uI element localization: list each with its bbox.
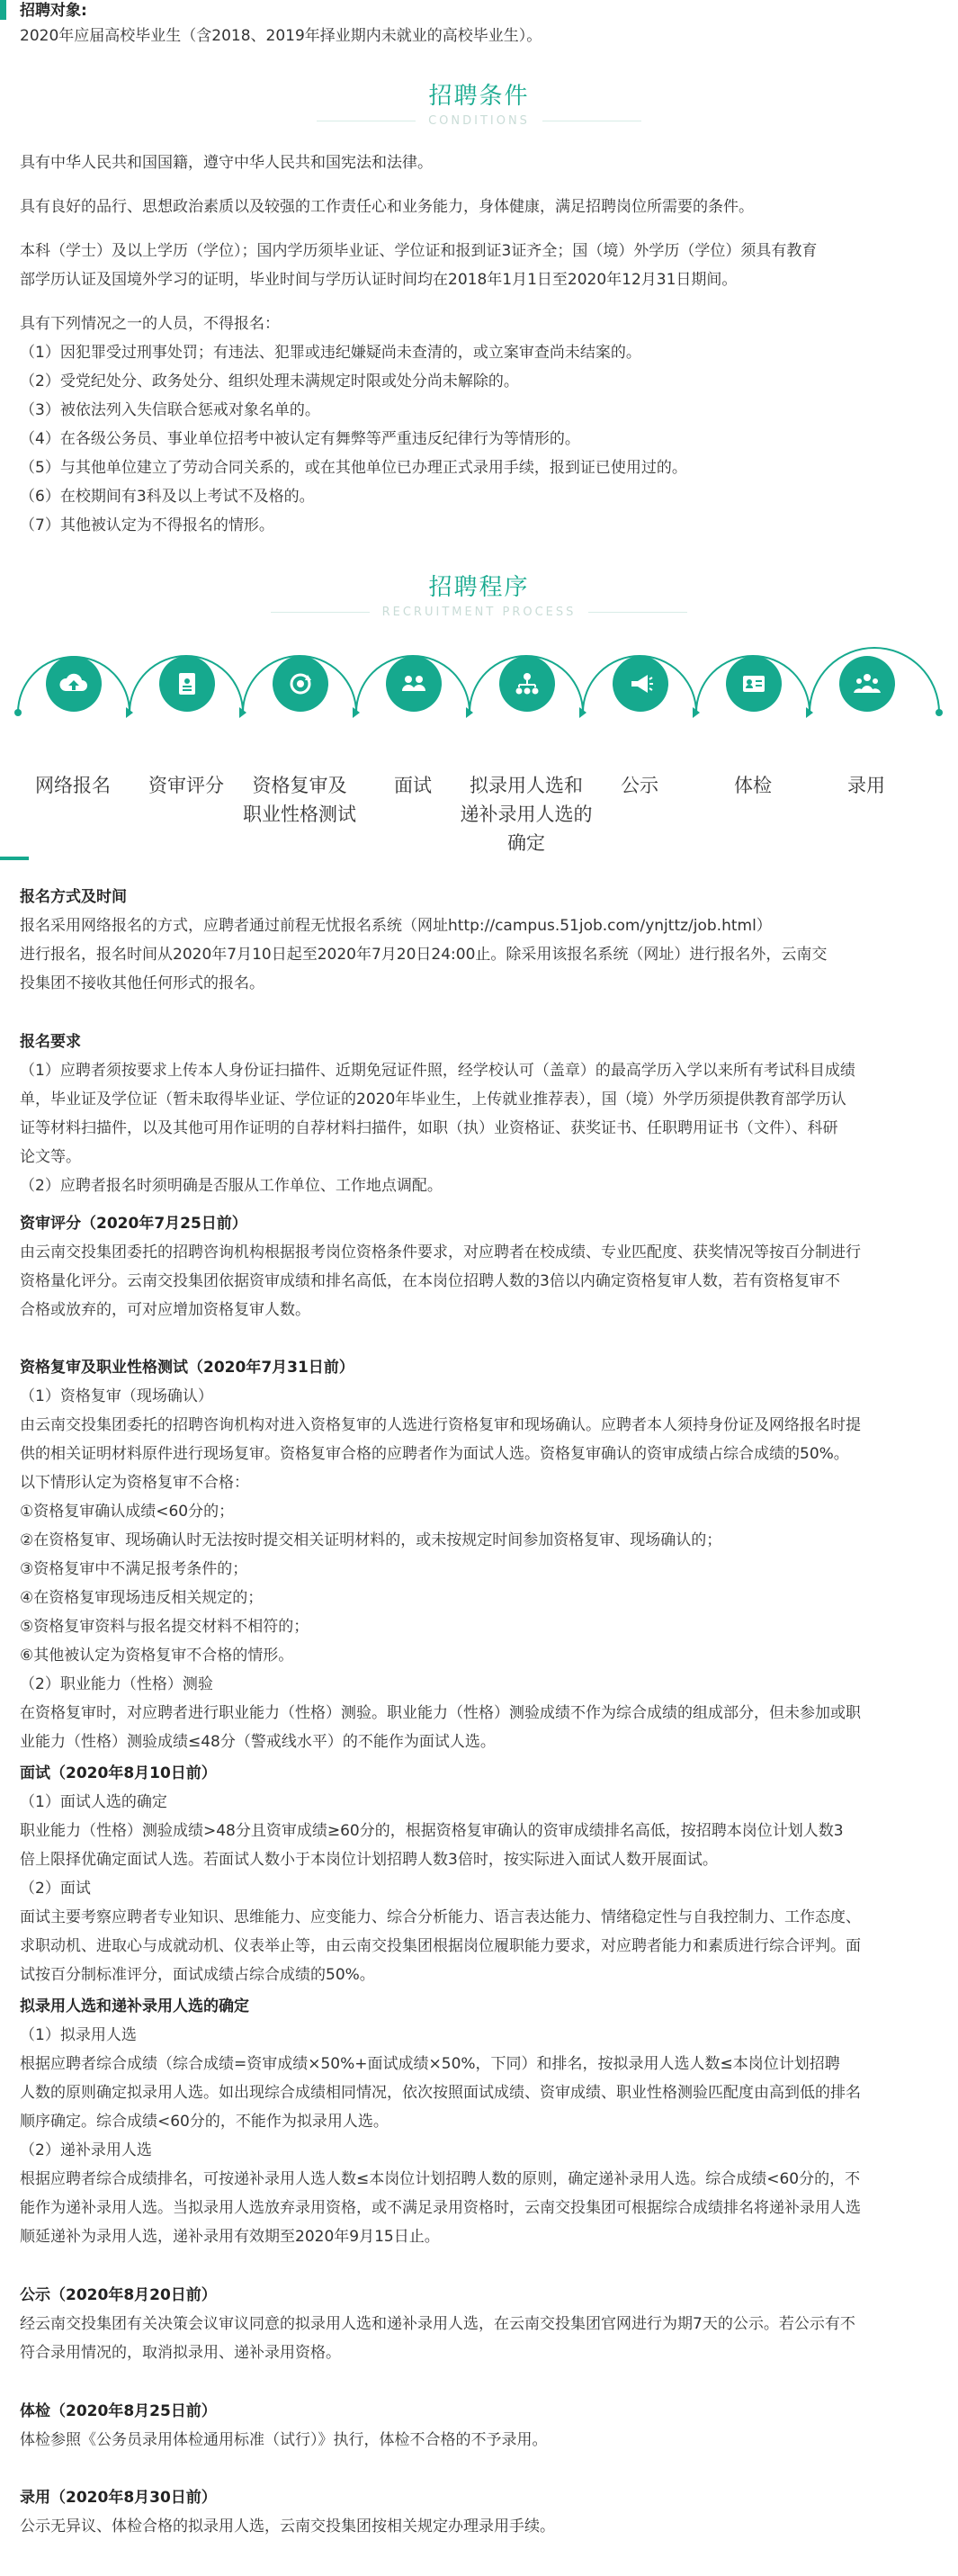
exclusion-item: （3）被依法列入失信联合惩戒对象名单的。 [20,401,320,419]
target-block [20,0,942,50]
section-title: 资审评分（2020年7月25日前） [20,1215,247,1233]
accent-bar-mid [0,857,29,860]
target-text: 2020年应届高校毕业生（含2018、2019年择业期内未就业的高校毕业生）。 [20,27,542,45]
section-line: （1）拟录用人选 [20,2026,137,2044]
step-label: 网络报名 [35,775,111,796]
section-title: 公示（2020年8月20日前） [20,2286,217,2304]
process-flow [0,630,958,854]
section-line: 根据应聘者综合成绩排名，可按递补录用人选人数≤本岗位计划招聘人数的原则，确定递补录用人选。综合成绩<60分的，不 [20,2170,861,2188]
process-heading [0,570,958,619]
condition-item: 本科（学士）及以上学历（学位）；国内学历须毕业证、学位证和报到证3证齐全；国（境）外学历（学位）须具有教育 [20,242,818,260]
section-line: 公示无异议、体检合格的拟录用人选，云南交投集团按相关规定办理录用手续。 [20,2518,555,2536]
step-label: 资审评分 [148,775,224,796]
step-label-2: 递补录用人选的确定 [460,803,593,854]
section-line: 投集团不接收其他任何形式的报名。 [20,974,264,992]
section-line: ②在资格复审、现场确认时无法按时提交相关证明材料的，或未按规定时间参加资格复审、现场确认的； [20,1531,722,1549]
step-label: 面试 [394,775,432,796]
section-line: （1）面试人选的确定 [20,1793,167,1811]
section-line: 能作为递补录用人选。当拟录用人选放弃录用资格，或不满足录用资格时，云南交投集团可根据综合成绩排名将递补录用人选 [20,2199,861,2217]
condition-item: 具有中华人民共和国国籍，遵守中华人民共和国宪法和法律。 [20,154,433,172]
section-selection [20,1992,942,2251]
section-interview [20,1759,942,1989]
exclusion-item: （2）受党纪处分、政务处分、组织处理未满规定时限或处分尚未解除的。 [20,372,519,390]
section-hire [20,2483,942,2541]
process-title: 招聘程序 [428,574,530,601]
megaphone-icon [613,656,668,712]
section-line: （1）应聘者须按要求上传本人身份证扫描件、近期免冠证件照，经学校认可（盖章）的最高学历入学以来所有考试科目成绩 [20,1062,855,1080]
section-line: ⑤资格复审资料与报名提交材料不相符的； [20,1618,309,1636]
cloud-upload-icon [46,656,102,712]
section-line: 倍上限择优确定面试人选。若面试人数小于本岗位计划招聘人数3倍时，按实际进入面试人数开展面试。 [20,1851,718,1869]
refresh-cycle-icon [273,656,328,712]
section-line: 单，毕业证及学位证（暂未取得毕业证、学位证的2020年毕业生，上传就业推荐表），国（境）外学历须提供教育部学历认 [20,1091,846,1108]
section-medical [20,2397,942,2455]
section-line: 根据应聘者综合成绩（综合成绩=资审成绩×50%+面试成绩×50%，下同）和排名，按拟录用人选人数≤本岗位计划招聘 [20,2055,840,2073]
section-line: 论文等。 [20,1148,81,1166]
section-line: （2）职业能力（性格）测验 [20,1675,213,1693]
section-line: 顺延递补为录用人选，递补录用有效期至2020年9月15日止。 [20,2228,440,2246]
section-title: 资格复审及职业性格测试（2020年7月31日前） [20,1359,354,1377]
section-line: 人数的原则确定拟录用人选。如出现综合成绩相同情况，依次按照面试成绩、资审成绩、职业性格测验匹配度由高到低的排名 [20,2084,861,2102]
section-line: 证等材料扫描件，以及其他可用作证明的自荐材料扫描件，如职（执）业资格证、获奖证书、任职聘用证书（文件）、科研 [20,1119,838,1137]
section-line: 进行报名，报名时间从2020年7月10日起至2020年7月20日24:00止。除采用该报名系统（网址）进行报名外，云南交 [20,946,828,964]
section-line: ④在资格复审现场违反相关规定的； [20,1589,264,1607]
section-requirements [20,1028,942,1200]
interview-icon [386,656,442,712]
exclusion-item: （1）因犯罪受过刑事处罚；有违法、犯罪或违纪嫌疑尚未查清的，或立案审查尚未结案的。 [20,344,641,362]
section-line: 面试主要考察应聘者专业知识、思维能力、应变能力、综合分析能力、语言表达能力、情绪稳定性与自我控制力、工作态度、 [20,1908,861,1926]
process-connector-arcs [0,630,958,738]
section-line: 顺序确定。综合成绩<60分的，不能作为拟录用人选。 [20,2113,389,2131]
section-line: 由云南交投集团委托的招聘咨询机构对进入资格复审的人选进行资格复审和现场确认。应聘者本人须持身份证及网络报名时提 [20,1416,861,1434]
section-line: ③资格复审中不满足报考条件的； [20,1560,248,1578]
step-label-2: 职业性格测试 [243,803,356,825]
section-line: （1）资格复审（现场确认） [20,1387,213,1405]
section-line: （2）应聘者报名时须明确是否服从工作单位、工作地点调配。 [20,1177,443,1195]
section-line: 报名采用网络报名的方式，应聘者通过前程无忧报名系统（网址http://campus.51job.com/ynjttz/job.html） [20,917,772,935]
section-line: 由云南交投集团委托的招聘咨询机构根据报考岗位资格条件要求，对应聘者在校成绩、专业匹配度、获奖情况等按百分制进行 [20,1243,861,1261]
section-publicity [20,2281,942,2367]
section-review [20,1353,942,1756]
divider [588,612,687,613]
exclusion-item: （6）在校期间有3科及以上考试不及格的。 [20,488,315,506]
section-register [20,883,942,998]
section-title: 报名方式及时间 [20,888,127,906]
conditions-title: 招聘条件 [428,83,530,110]
section-line: 合格或放弃的，可对应增加资格复审人数。 [20,1301,310,1319]
divider [271,612,370,613]
section-line: 试按百分制标准评分，面试成绩占综合成绩的50%。 [20,1966,375,1984]
exclusion-item: （4）在各级公务员、事业单位招考中被认定有舞弊等严重违反纪律行为等情形的。 [20,430,580,448]
section-line: ⑥其他被认定为资格复审不合格的情形。 [20,1647,294,1665]
section-line: 经云南交投集团有关决策会议审议同意的拟录用人选和递补录用人选，在云南交投集团官网进行为期7天的公示。若公示有不 [20,2315,855,2333]
section-title: 面试（2020年8月10日前） [20,1764,217,1782]
step-label: 录用 [847,775,885,796]
condition-item: 部学历认证及国境外学习的证明，毕业时间与学历认证时间均在2018年1月1日至2020年12月31日期间。 [20,271,738,289]
section-title: 录用（2020年8月30日前） [20,2489,217,2507]
section-line: （2）递补录用人选 [20,2141,152,2159]
process-subtitle: RECRUITMENT PROCESS [381,606,577,619]
exclusion-intro: 具有下列情况之一的人员，不得报名： [20,315,280,333]
exclusion-item: （5）与其他单位建立了劳动合同关系的，或在其他单位已办理正式录用手续，报到证已使用过的。 [20,459,687,477]
conditions-subtitle: CONDITIONS [428,114,530,128]
team-icon [839,656,895,712]
section-line: （2）面试 [20,1880,91,1898]
section-line: ①资格复审确认成绩<60分的； [20,1503,235,1521]
section-line: 求职动机、进取心与成就动机、仪表举止等，由云南交投集团根据岗位履职能力要求，对应聘者能力和素质进行综合评判。面 [20,1937,861,1955]
section-line: 符合录用情况的，取消拟录用、递补录用资格。 [20,2344,341,2362]
condition-item: 具有良好的品行、思想政治素质以及较强的工作责任心和业务能力，身体健康，满足招聘岗位所需要的条件。 [20,198,754,216]
section-line: 以下情形认定为资格复审不合格： [20,1474,249,1492]
org-chart-icon [499,656,555,712]
accent-bar-top [0,0,6,20]
section-title: 报名要求 [20,1033,81,1051]
step-label: 公示 [621,775,658,796]
exclusion-item: （7）其他被认定为不得报名的情形。 [20,516,274,534]
section-line: 供的相关证明材料原件进行现场复审。资格复审合格的应聘者作为面试人选。资格复审确认的资审成绩占综合成绩的50%。 [20,1445,849,1463]
step-label: 体检 [734,775,772,796]
target-label: 招聘对象: [20,2,87,20]
section-title: 拟录用人选和递补录用人选的确定 [20,1997,249,2015]
step-label: 拟录用人选和 [470,775,583,796]
conditions-heading [0,78,958,128]
document-review-icon [159,656,215,712]
section-line: 业能力（性格）测验成绩≤48分（警戒线水平）的不能作为面试人选。 [20,1733,496,1751]
step-label: 资格复审及 [252,775,347,796]
section-line: 在资格复审时，对应聘者进行职业能力（性格）测验。职业能力（性格）测验成绩不作为综合成绩的组成部分，但未参加或职 [20,1704,861,1722]
section-scoring [20,1209,942,1324]
id-card-icon [726,656,782,712]
section-title: 体检（2020年8月25日前） [20,2402,217,2420]
section-line: 职业能力（性格）测验成绩>48分且资审成绩≥60分的，根据资格复审确认的资审成绩排名高低，按招聘本岗位计划人数3 [20,1822,844,1840]
section-line: 资格量化评分。云南交投集团依据资审成绩和排名高低，在本岗位招聘人数的3倍以内确定资格复审人数，若有资格复审不 [20,1272,840,1290]
section-line: 体检参照《公务员录用体检通用标准（试行）》执行，体检不合格的不予录用。 [20,2431,548,2449]
